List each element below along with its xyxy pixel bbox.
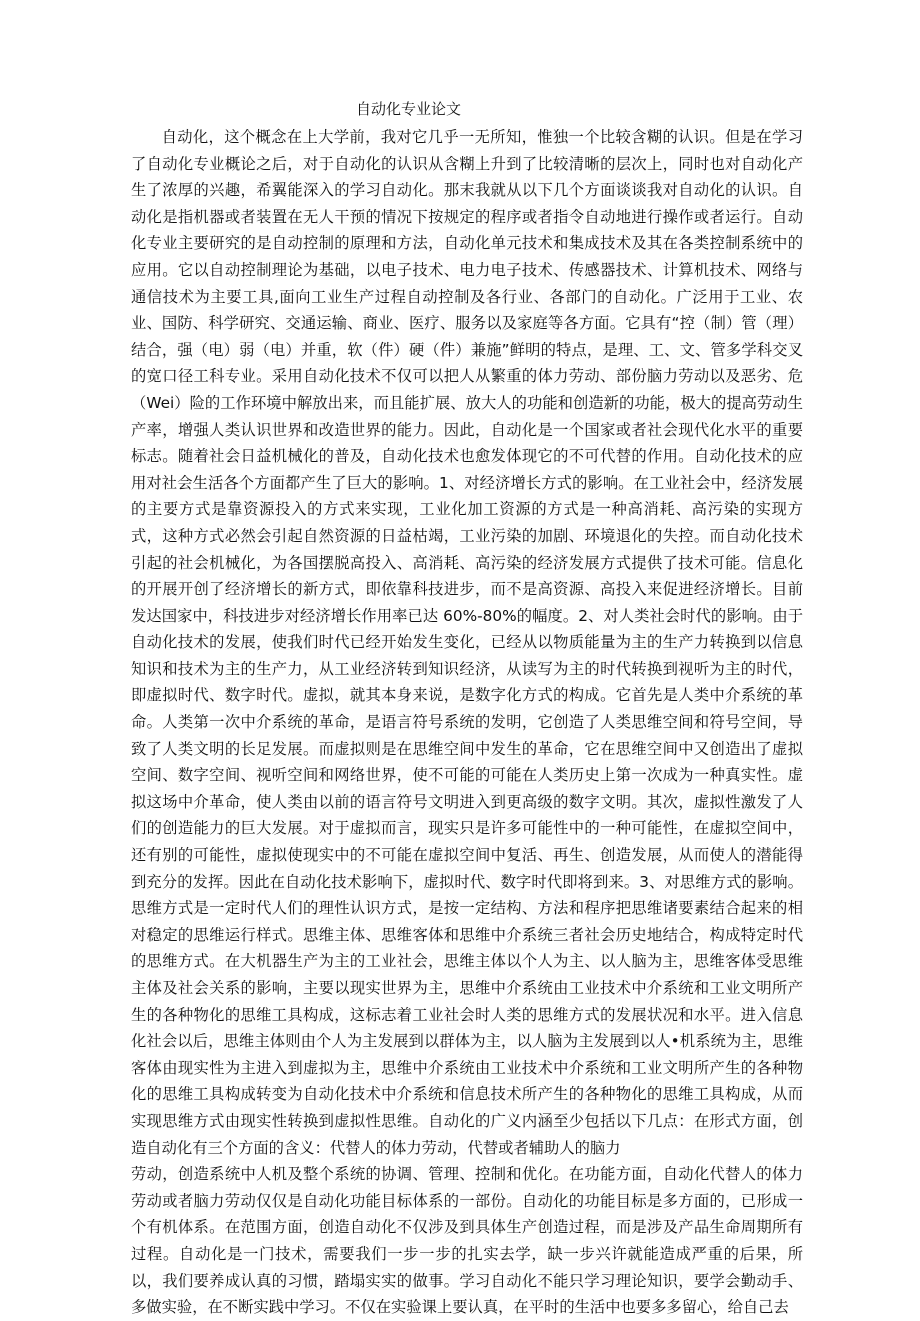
paragraph-1: 自动化，这个概念在上大学前，我对它几乎一无所知，惟独一个比较含糊的认识。但是在学习了自动化专业概论之后，对于自动化的认识从含糊上升到了比较清晰的层次上，同时也对自动化产生了浓厚的兴趣，希翼能深入的学习自动化。那末我就从以下几个方面谈谈我对自动化的认识。自动化是指机器或者装置在无人干预的情况下按规定的程序或者指令自动地进行操作或者运行。自动化专业主要研究的是自动控制的原理和方法，自动化单元技术和集成技术及其在各类控制系统中的应用。它以自动控制理论为基础，以电子技术、电力电子技术、传感器技术、计算机技术、网络与通信技术为主要工具,面向工业生产过程自动控制及各行业、各部门的自动化。广泛用于工业、农业、国防、科学研究、交通运输、商业、医疗、服务以及家庭等各方面。它具有“控（制）管（理）结合，强（电）弱（电）并重，软（件）硬（件）兼施”鲜明的特点，是理、工、文、管多学科交叉的宽口径工科专业。采用自动化技术不仅可以把人从繁重的体力劳动、部份脑力劳动以及恶劣、危（Wei）险的工作环境中解放出来，而且能扩展、放大人的功能和创造新的功能，极大的提高劳动生产率，增强人类认识世界和改造世界的能力。因此，自动化是一个国家或者社会现代化水平的重要标志。随着社会日益机械化的普及，自动化技术也愈发体现它的不可代替的作用。自动化技术的应用对社会生活各个方面都产生了巨大的影响。1、对经济增长方式的影响。在工业社会中，经济发展的主要方式是靠资源投入的方式来实现，工业化加工资源的方式是一种高消耗、高污染的实现方式，这种方式必然会引起自然资源的日益枯竭，工业污染的加剧、环境退化的失控。而自动化技术引起的社会机械化，为各国摆脱高投入、高消耗、高污染的经济发展方式提供了技术可能。信息化的开展开创了经济增长的新方式，即依靠科技进步，而不是高资源、高投入来促进经济增长。目前发达国家中，科技进步对经济增长作用率已达 60%-80%的幅度。2、对人类社会时代的影响。由于自动化技术的发展，使我们时代已经开始发生变化，已经从以物质能量为主的生产力转换到以信息知识和技术为主的生产力，从工业经济转到知识经济，从读写为主的时代转换到视听为主的时代，即虚拟时代、数字时代。虚拟，就其本身来说，是数字化方式的构成。它首先是人类中介系统的革命。人类第一次中介系统的革命，是语言符号系统的发明，它创造了人类思维空间和符号空间，导致了人类文明的长足发展。而虚拟则是在思维空间中发生的革命，它在思维空间中又创造出了虚拟空间、数字空间、视听空间和网络世界，使不可能的可能在人类历史上第一次成为一种真实性。虚拟这场中介革命，使人类由以前的语言符号文明进入到更高级的数字文明。其次，虚拟性激发了人们的创造能力的巨大发展。对于虚拟而言，现实只是许多可能性中的一种可能性，在虚拟空间中，还有别的可能性，虚拟使现实中的不可能在虚拟空间中复活、再生、创造发展，从而使人的潜能得到充分的发挥。因此在自动化技术影响下，虚拟时代、数字时代即将到来。3、对思维方式的影响。思维方式是一定时代人们的理性认识方式，是按一定结构、方法和程序把思维诸要素结合起来的相对稳定的思维运行样式。思维主体、思维客体和思维中介系统三者社会历史地结合，构成特定时代的思维方式。在大机器生产为主的工业社会，思维主体以个人为主、以人脑为主，思维客体受思维主体及社会关系的影响，主要以现实世界为主，思维中介系统由工业技术中介系统和工业文明所产生的各种物化的思维工具构成，这标志着工业社会时人类的思维方式的发展状况和水平。进入信息化社会以后，思维主体则由个人为主发展到以群体为主，以人脑为主发展到以人•机系统为主，思维客体由现实性为主进入到虚拟为主，思维中介系统由工业技术中介系统和工业文明所产生的各种物化的思维工具构成转变为自动化技术中介系统和信息技术所产生的各种物化的思维工具构成，从而实现思维方式由现实性转换到虚拟性思维。自动化的广义内涵至少包括以下几点：在形式方面，创造自动化有三个方面的含义：代替人的体力劳动，代替或者辅助人的脑力 [131, 128, 803, 1157]
document-body [131, 124, 803, 1321]
document-title: 自动化专业论文 [356, 100, 462, 118]
paragraph-2: 劳动，创造系统中人机及整个系统的协调、管理、控制和优化。在功能方面，自动化代替人的体力劳动或者脑力劳动仅仅是自动化功能目标体系的一部份。自动化的功能目标是多方面的，已形成一个有机体系。在范围方面，创造自动化不仅涉及到具体生产创造过程，而是涉及产品生命周期所有过程。自动化是一门技术，需要我们一步一步的扎实去学，缺一步兴许就能造成严重的后果，所以，我们要养成认真的习惯，踏塌实实的做事。学习自动化不能只学习理论知识，要学会勤动手、多做实验，在不断实践中学习。不仅在实验课上要认真，在平时的生活中也要多多留心，给自己去 [131, 1165, 803, 1317]
